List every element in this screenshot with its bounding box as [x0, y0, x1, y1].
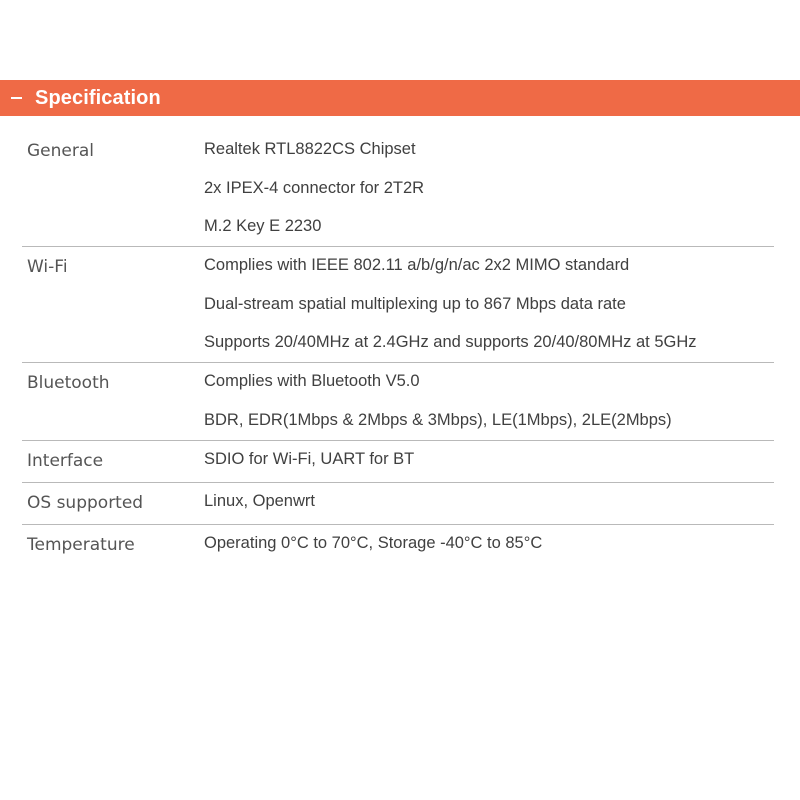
spec-value: Dual-stream spatial multiplexing up to 867 Mbps data rate	[204, 294, 626, 313]
spec-value: Linux, Openwrt	[204, 491, 315, 510]
spec-values	[204, 255, 774, 352]
specification-header[interactable]	[0, 80, 800, 116]
spec-value: BDR, EDR(1Mbps & 2Mbps & 3Mbps), LE(1Mbps), 2LE(2Mbps)	[204, 410, 672, 429]
spec-label: General	[27, 141, 94, 161]
spec-values	[204, 371, 774, 430]
spec-value: 2x IPEX-4 connector for 2T2R	[204, 178, 425, 197]
spec-label: Bluetooth	[27, 373, 110, 393]
spec-value: Operating 0°C to 70°C, Storage -40°C to 85°C	[204, 533, 543, 552]
spec-table	[22, 131, 774, 566]
spec-label: Temperature	[27, 534, 135, 555]
minus-icon[interactable]	[11, 97, 22, 99]
spec-values	[204, 139, 774, 236]
spec-row-bluetooth	[22, 363, 774, 441]
spec-values	[204, 533, 774, 556]
spec-values	[204, 449, 774, 472]
spec-label: Interface	[27, 450, 104, 471]
spec-label: Wi-Fi	[27, 257, 68, 277]
spec-row-temperature	[22, 525, 774, 566]
spec-values	[204, 491, 774, 514]
spec-value: Complies with IEEE 802.11 a/b/g/n/ac 2x2 MIMO standard	[204, 256, 630, 274]
spec-value: Supports 20/40MHz at 2.4GHz and supports 20/40/80MHz at 5GHz	[204, 333, 697, 351]
spec-row-interface	[22, 441, 774, 483]
spec-row-wifi	[22, 247, 774, 363]
spec-value: Realtek RTL8822CS Chipset	[204, 140, 416, 158]
spec-label: OS supported	[27, 492, 144, 513]
section-title: Specification	[35, 86, 161, 109]
spec-value: SDIO for Wi-Fi, UART for BT	[204, 449, 415, 468]
spec-value: M.2 Key E 2230	[204, 217, 322, 235]
spec-value: Complies with Bluetooth V5.0	[204, 372, 420, 390]
spec-row-general	[22, 131, 774, 247]
spec-row-os-supported	[22, 483, 774, 525]
